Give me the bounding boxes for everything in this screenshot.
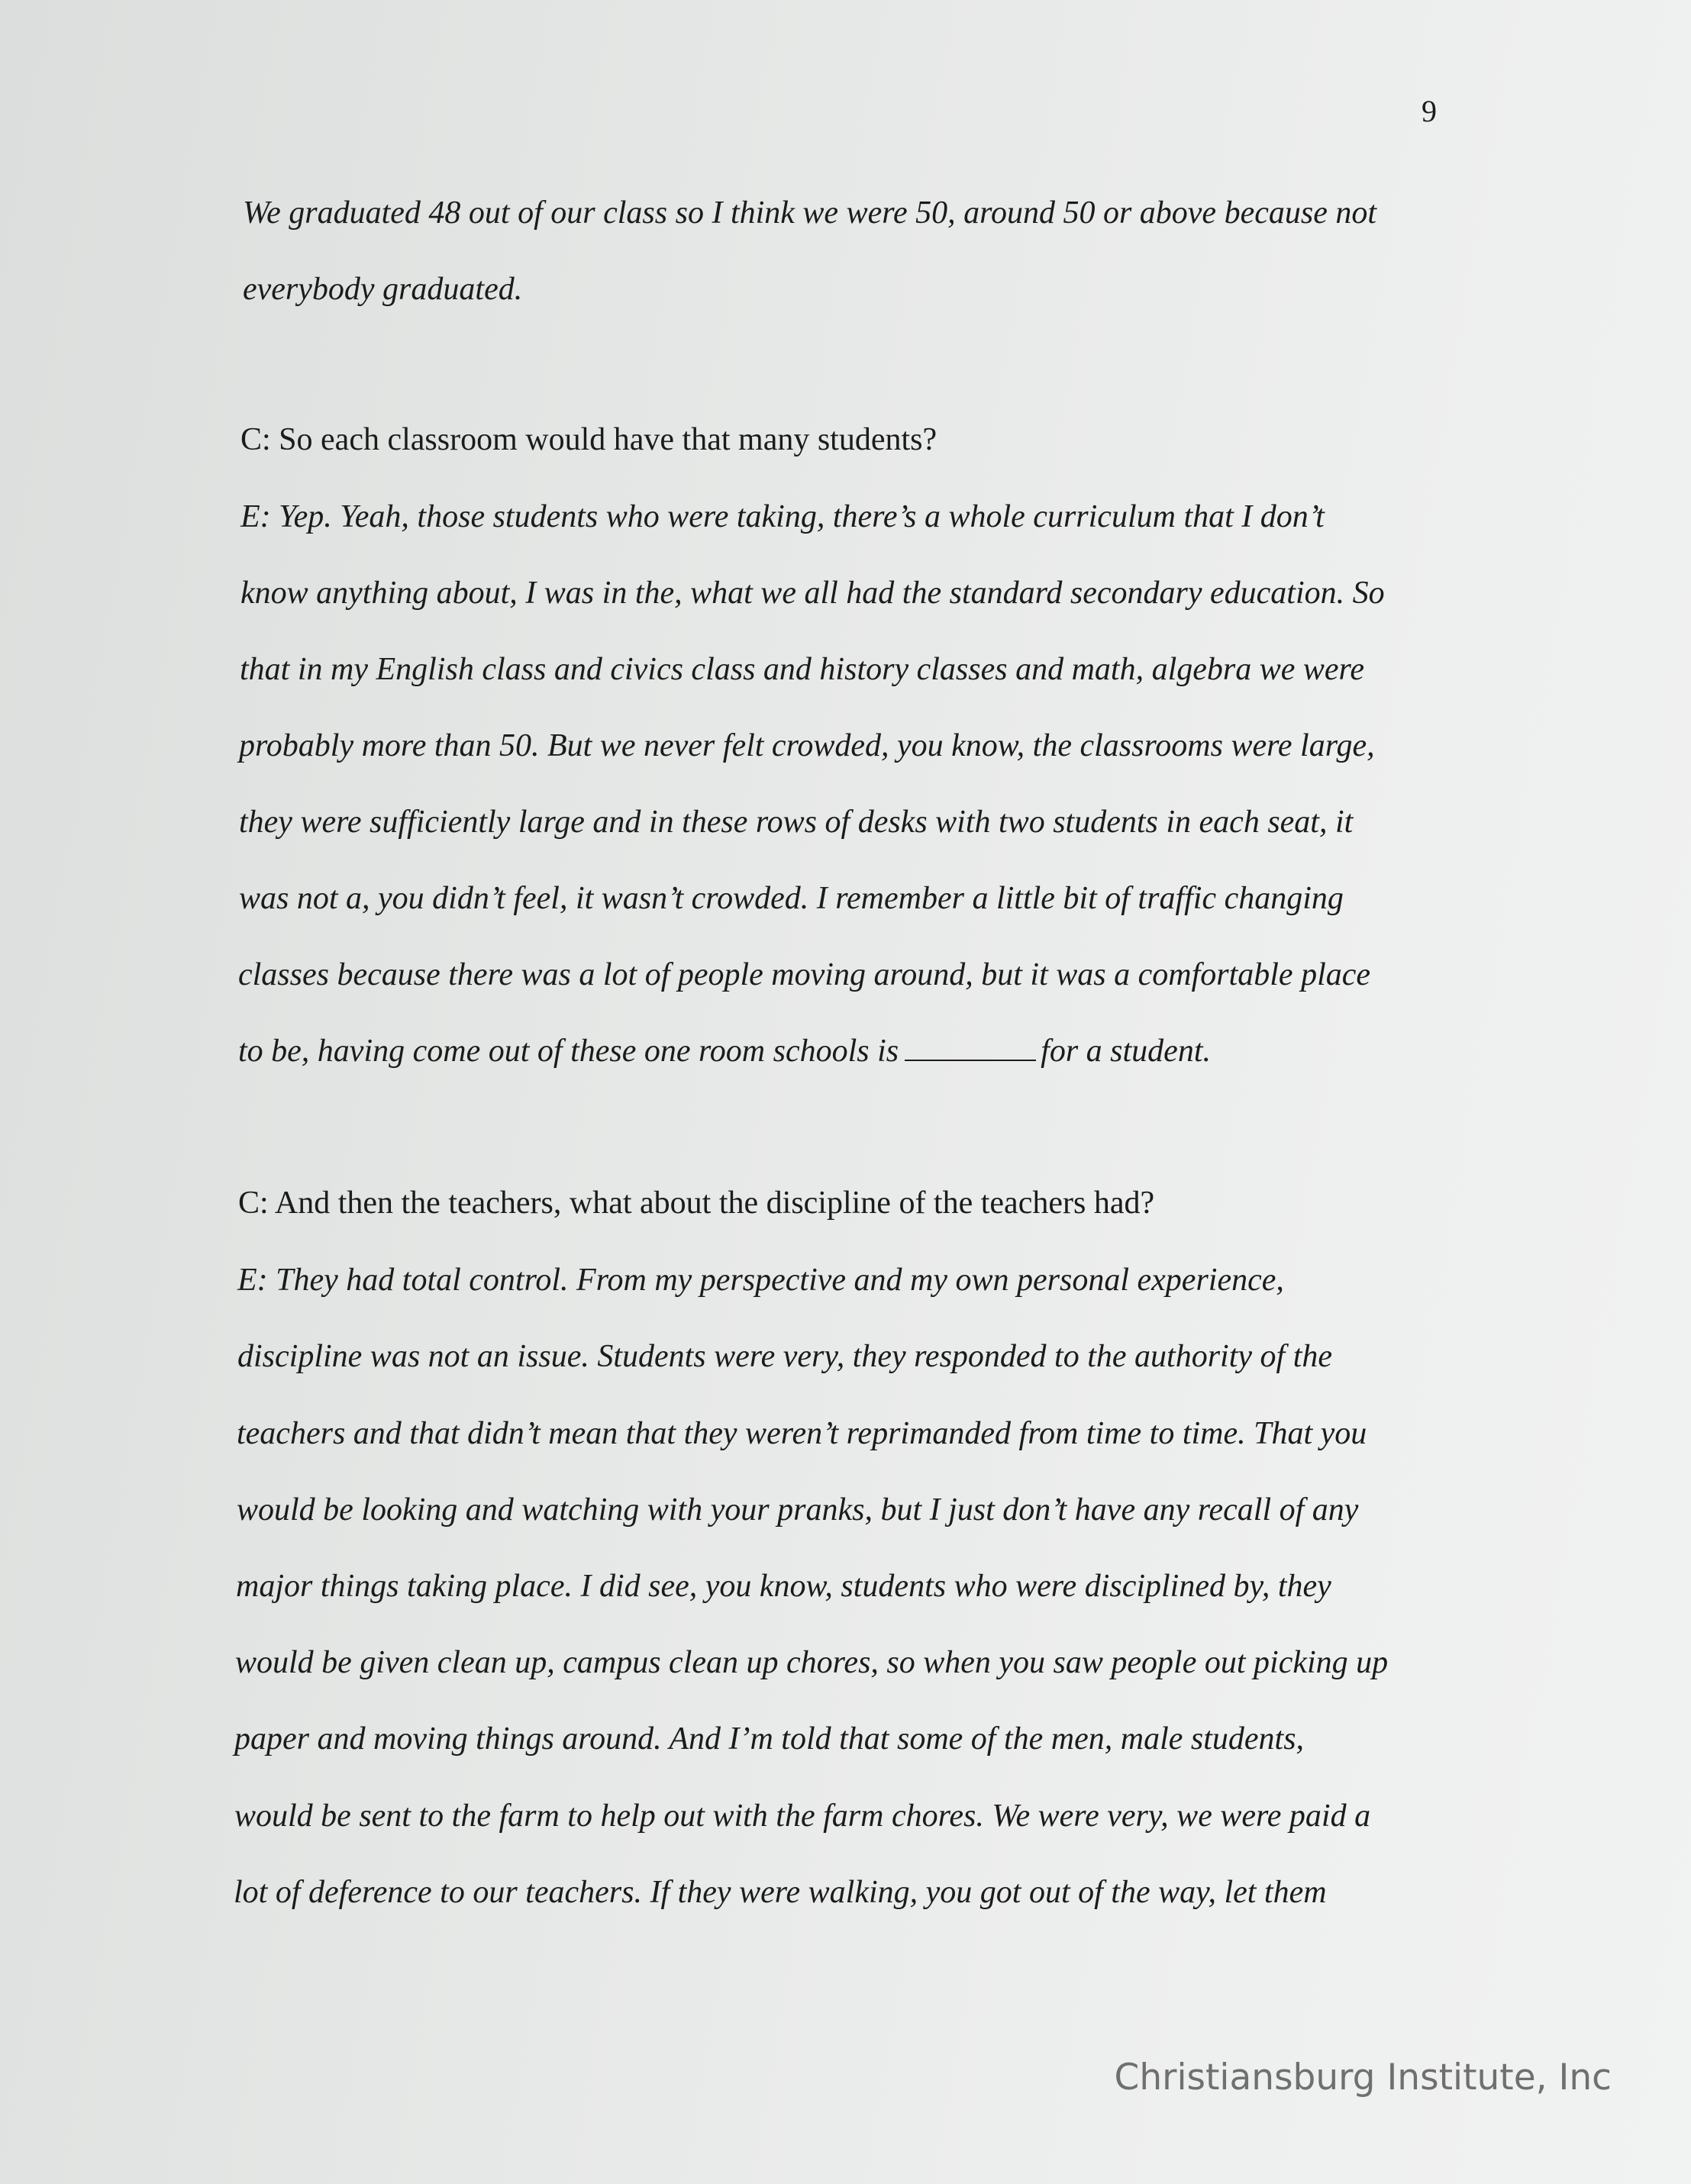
transcript-line: was not a, you didn’t feel, it wasn’t crowded. I remember a little bit of traffic changing (239, 881, 1344, 916)
transcript-line: know anything about, I was in the, what we all had the standard secondary education. So (240, 576, 1385, 611)
watermark: Christiansburg Institute, Inc (1114, 2057, 1612, 2099)
transcript-line: discipline was not an issue. Students were very, they responded to the authority of the (237, 1339, 1333, 1374)
transcript-line: paper and moving things around. And I’m told that some of the men, male students, (234, 1721, 1305, 1757)
transcript-line: E: They had total control. From my perspective and my own personal experience, (237, 1263, 1284, 1298)
line-text: for a student. (1041, 1034, 1211, 1069)
blank-line (905, 1037, 1036, 1061)
transcript-line: major things taking place. I did see, you know, students who were disciplined by, they (236, 1569, 1331, 1604)
transcript-line: that in my English class and civics class and history classes and math, algebra we were (240, 652, 1364, 687)
transcript-line: would be looking and watching with your pranks, but I just don’t have any recall of any (237, 1492, 1359, 1528)
transcript-line-question: C: And then the teachers, what about the discipline of the teachers had? (238, 1186, 1155, 1221)
transcript-line: would be sent to the farm to help out with the farm chores. We were very, we were paid a (234, 1798, 1371, 1834)
transcript-line-question: C: So each classroom would have that many students? (240, 422, 937, 457)
transcript-line: lot of deference to our teachers. If they were walking, you got out of the way, let them (234, 1875, 1327, 1910)
transcript-line: everybody graduated. (243, 272, 523, 307)
transcript-line: teachers and that didn’t mean that they weren’t reprimanded from time to time. That you (237, 1416, 1367, 1451)
transcript-line: would be given clean up, campus clean up chores, so when you saw people out picking up (235, 1645, 1389, 1680)
transcript-line: classes because there was a lot of people moving around, but it was a comfortable place (238, 957, 1371, 992)
transcript-line: they were sufficiently large and in these rows of desks with two students in each seat, it (239, 805, 1354, 840)
line-text: to be, having come out of these one room schools is (238, 1034, 899, 1069)
page-number: 9 (1422, 94, 1437, 128)
transcript-line: We graduated 48 out of our class so I think we were 50, around 50 or above because not (243, 195, 1377, 231)
transcript-line: E: Yep. Yeah, those students who were taking, there’s a whole curriculum that I don’t (240, 499, 1325, 534)
transcript-line: probably more than 50. But we never felt crowded, you know, the classrooms were large, (239, 728, 1375, 763)
transcript-line (238, 1031, 1211, 1071)
